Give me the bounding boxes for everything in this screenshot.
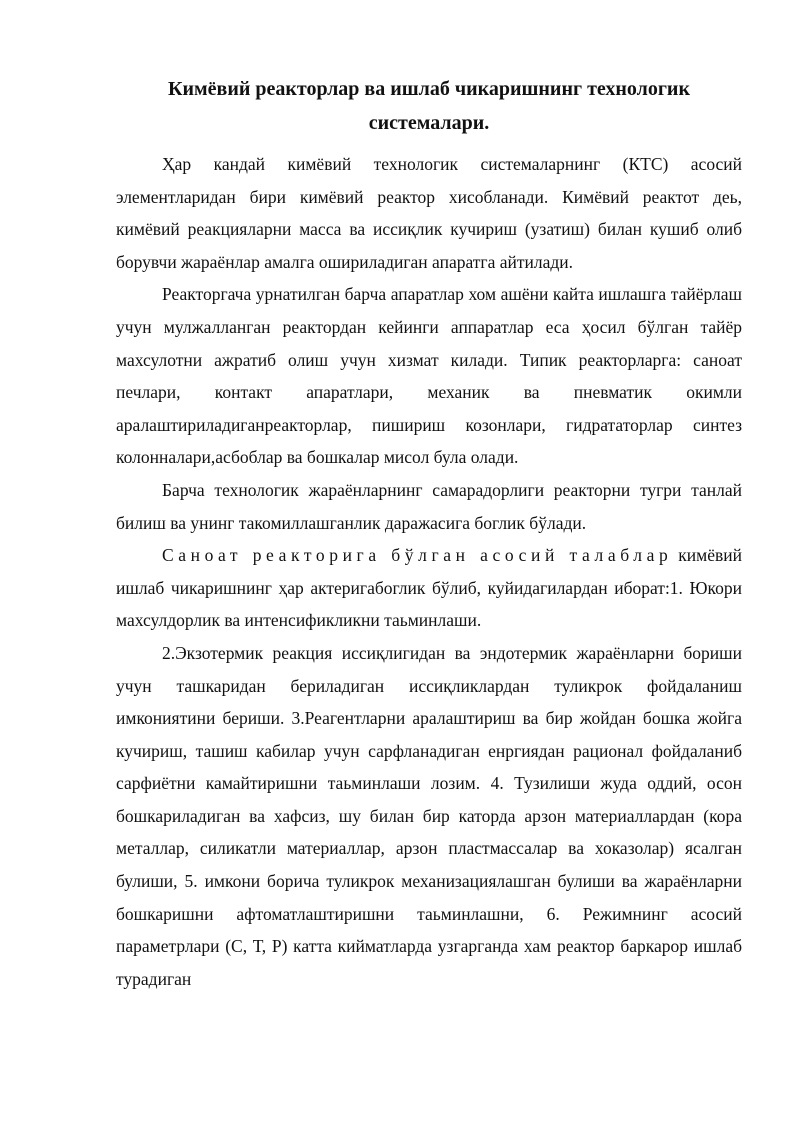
paragraph-4-text: кимёвий ишлаб чикаришнинг ҳар актеригабоглик бўлиб, куйидагилардан иборат:1. Юкори махсулдорлик ва интенсификликни таьминлаши. <box>116 545 743 631</box>
paragraph-2: Реакторгача урнатилган барча апаратлар хом ашёни кайта ишлашга тайёрлаш учун мулжалланган реактордан кейинги аппаратлар еса ҳосил бўлган тайёр махсулотни ажратиб олиш учун хизмат килади. Типик реакторларга: саноат печлари, контакт апаратлари, механик ва пневматик окимли аралаштириладиганреакторлар, пишириш козонлари, гидрататорлар синтез колонналари,асбоблар ва бошкалар мисол була олади. <box>116 284 742 468</box>
title-line-2: системалари. <box>368 112 490 134</box>
paragraph-1: Ҳар кандай кимёвий технологик системаларнинг (КТС) асосий элементларидан бири кимёвий реактор хисобланади. Кимёвий реактот деь, кимёвий реакцияларни масса ва иссиқлик кучириш (узатиш) билан кушиб олиб борувчи жараёнлар амалга ошириладиган апаратга айтилади. <box>116 154 742 272</box>
paragraph-3: Барча технологик жараёнларнинг самарадорлиги реакторни тугри танлай билиш ва унинг такомиллашганлик даражасига боглик бўлади. <box>116 479 742 533</box>
paragraph-4 <box>116 539 742 637</box>
paragraph-4-spaced-text: Саноат реакторига бўлган асосий талаблар <box>162 545 673 566</box>
title-line-1: Кимёвий реакторлар ва ишлаб чикаришнинг технологик <box>168 78 690 100</box>
document-title <box>116 72 742 140</box>
paragraph-5: 2.Экзотермик реакция иссиқлигидан ва эндотермик жараёнларни бориши учун ташкаридан бериладиган иссиқликлардан туликрок фойдаланиш имкониятини бериши. 3.Реагентларни аралаштириш ва бир жойдан бошка жойга кучириш, ташиш кабилар учун сарфланадиган енргиядан рационал фойдаланиб сарфиётни камайтиришни таьминлаши лозим. 4. Тузилиши жуда оддий, осон бошкариладиган ва хафсиз, шу билан бир каторда арзон материаллардан (кора металлар, силикатли материаллар, арзон пластмассалар ва хоказолар) ясалган булиши, 5. имкони борича туликрок механизациялашган булиши ва жараёнларни бошкаришни афтоматлаштиришни таьминлашни, 6. Режимнинг асосий параметрлари (С, Т, Р) катта кийматларда узгарганда хам реактор баркарор ишлаб турадиган <box>116 642 742 989</box>
